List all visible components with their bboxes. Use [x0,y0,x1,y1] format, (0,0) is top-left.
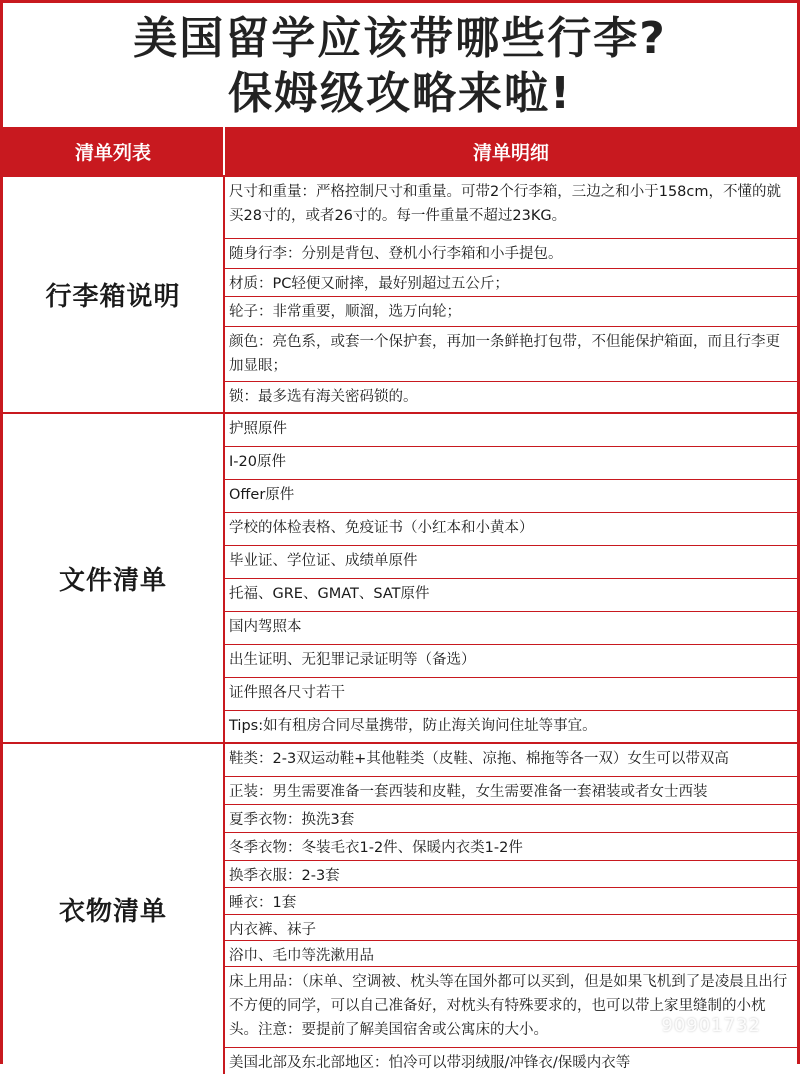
list-item: 出生证明、无犯罪记录证明等（备选） [225,645,797,678]
list-item: 护照原件 [225,414,797,447]
list-item: 浴巾、毛巾等洗漱用品 [225,941,797,967]
watermark: 90901732 [661,1015,761,1036]
section-items [225,414,797,742]
section-label: 文件清单 [3,414,225,742]
list-item: 锁：最多选有海关密码锁的。 [229,389,418,405]
page-title: 美国留学应该带哪些行李? [133,13,667,64]
list-item: 证件照各尺寸若干 [225,678,797,711]
page-subtitle: 保姆级攻略来啦! [227,68,573,119]
list-item: 托福、GRE、GMAT、SAT原件 [225,579,797,612]
list-item: I-20原件 [225,447,797,480]
list-item: 夏季衣物：换洗3套 [225,805,797,833]
list-item: 毕业证、学位证、成绩单原件 [225,546,797,579]
header-list-column: 清单列表 [3,127,225,175]
section-label: 行李箱说明 [3,177,225,412]
list-item: 轮子：非常重要，顺溜，选万向轮； [225,297,797,327]
list-item: 随身行李：分别是背包、登机小行李箱和小手提包。 [225,239,797,269]
section-suitcase [3,175,797,412]
section-items [225,177,797,412]
title-block [3,3,797,127]
list-item: 冬季衣物：冬装毛衣1-2件、保暖内衣类1-2件 [225,833,797,861]
list-item: Offer原件 [225,480,797,513]
section-documents [3,412,797,742]
list-item: 学校的体检表格、免疫证书（小红本和小黄本） [225,513,797,546]
table-header [3,127,797,175]
list-item: 睡衣：1套 [225,888,797,915]
list-item: 鞋类：2-3双运动鞋+其他鞋类（皮鞋、凉拖、棉拖等各一双）女生可以带双高 [225,744,797,777]
list-item: 国内驾照本 [225,612,797,645]
list-item: 换季衣服：2-3套 [225,861,797,888]
list-item: 尺寸和重量：严格控制尺寸和重量。可带2个行李箱，三边之和小于158cm，不懂的就买28寸的，或者26寸的。每一件重量不超过23KG。 [225,177,797,239]
list-item: 床上用品：（床单、空调被、枕头等在国外都可以买到，但是如果飞机到了是凌晨且出行不方便的同学，可以自己准备好，对枕头有特殊要求的，也可以带上家里缝制的小枕头。注意：要提前了解美国宿舍或公寓床的大小。 [225,967,797,1048]
list-item: 内衣裤、袜子 [225,915,797,941]
list-item: 材质：PC轻便又耐摔，最好别超过五公斤； [225,269,797,297]
list-item: 颜色：亮色系，或套一个保护套，再加一条鲜艳打包带，不但能保护箱面，而且行李更加显眼； [225,327,797,382]
list-item: 美国北部及东北部地区：怕冷可以带羽绒服/冲锋衣/保暖内衣等 [229,1055,631,1071]
list-item: 正装：男生需要准备一套西装和皮鞋，女生需要准备一套裙装或者女士西装 [225,777,797,805]
list-item: Tips:如有租房合同尽量携带，防止海关询问住址等事宜。 [229,718,597,734]
header-detail-column: 清单明细 [472,141,549,164]
section-label: 衣物清单 [3,744,225,1074]
